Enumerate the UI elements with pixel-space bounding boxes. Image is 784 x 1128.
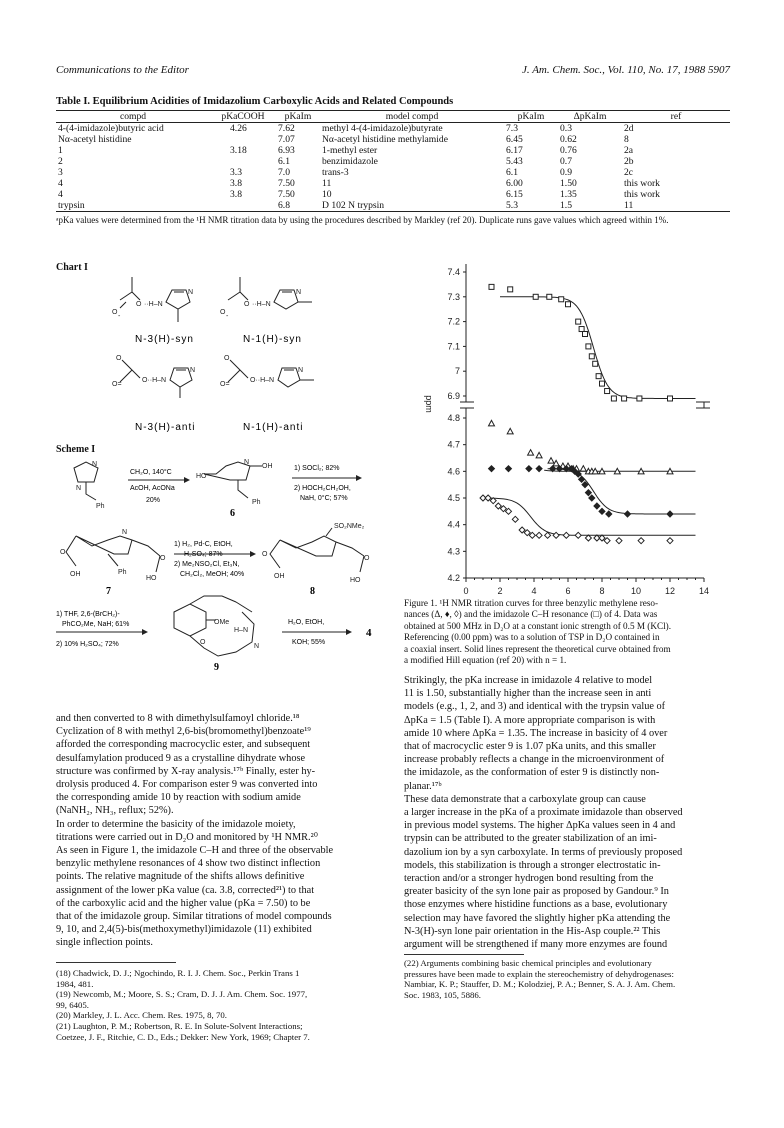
data-point-diamond-filled	[526, 466, 532, 472]
data-point-diamond-open	[585, 535, 591, 541]
left-references	[56, 968, 386, 1042]
text-line: (20) Markley, J. L. Acc. Chem. Res. 1975, 8, 70.	[56, 1010, 227, 1021]
scheme-cond: 1) SOCl₂; 82%	[294, 465, 340, 472]
data-point-diamond-filled	[625, 511, 631, 517]
table-cell	[210, 134, 276, 145]
text-line: Strikingly, the pKa increase in imidazole 4 relative to model	[404, 675, 653, 686]
right-column-text	[404, 674, 732, 951]
table-1	[56, 110, 730, 212]
svg-text:··H–N: ··H–N	[144, 301, 163, 308]
x-tick-label: 6	[565, 586, 571, 596]
table-title: Table I. Equilibrium Acidities of Imidazolium Carboxylic Acids and Related Compounds	[56, 96, 454, 107]
svg-text:N: N	[244, 459, 250, 466]
svg-text:O=: O=	[112, 381, 122, 388]
text-line: (21) Laughton, P. M.; Robertson, R. E. In Solute-Solvent Interactions;	[56, 1020, 303, 1031]
table-cell: 4.26	[230, 123, 247, 134]
svg-text:O: O	[60, 549, 66, 556]
y-tick-label: 6.9	[447, 391, 460, 401]
text-line: dazolium ion by a syn carboxylate. In terms of previously proposed	[404, 846, 683, 858]
svg-text:N: N	[92, 461, 98, 468]
text-line: argument will be strengthened if many more enzymes are found	[404, 939, 668, 951]
col-header: compd	[56, 111, 210, 123]
data-point-square	[600, 381, 605, 386]
col-header: ref	[622, 111, 730, 123]
x-tick-label: 12	[664, 586, 676, 596]
table-cell: 2a	[624, 145, 634, 156]
text-line: models, this stabilization is through a stronger electrostatic in-	[404, 859, 661, 871]
data-point-diamond-filled	[599, 508, 605, 514]
table-cell: 4	[58, 189, 63, 200]
data-point-square	[489, 284, 494, 289]
table-cell: 5.43	[506, 156, 523, 167]
text-line: Nambiar, K. P.; Stauffer, D. M.; Kolodziej, P. A.; Benner, S. A. J. Am. Chem.	[404, 979, 676, 990]
data-point-square	[589, 354, 594, 359]
svg-text:O: O	[200, 639, 206, 646]
text-line: selection may have favored the slightly higher pKa attending the	[404, 912, 671, 924]
right-references	[404, 958, 734, 1000]
scheme-cond: KOH; 55%	[292, 639, 326, 646]
x-tick-label: 14	[698, 586, 710, 596]
text-line: desulfamylation produced 9 as a crystalline dihydrate whose	[56, 752, 306, 764]
y-tick-label: 7.3	[447, 291, 460, 302]
data-point-square	[596, 374, 601, 379]
text-line: Cyclization of 8 with methyl 2,6-bis(bromomethyl)benzoate¹⁹	[56, 726, 311, 738]
y-tick-label: 4.6	[447, 466, 460, 477]
text-line: As seen in Figure 1, the imidazole C–H and three of the observable	[56, 845, 334, 857]
table-body	[56, 123, 730, 212]
text-line: (22) Arguments combining basic chemical principles and evolutionary	[404, 958, 652, 968]
table-cell: 11	[622, 200, 730, 212]
svg-text:N: N	[190, 367, 196, 374]
text-line: structure was confirmed by X-ray analysis.¹⁷ᵇ Finally, ester hy-	[56, 765, 316, 777]
text-line: N-3(H)-syn lone pair orientation in the His-Asp couple.²² This	[404, 925, 661, 937]
table-cell: 6.93	[278, 145, 295, 156]
svg-text:N: N	[122, 529, 128, 536]
scheme-cond: H₂SO₄; 87%	[184, 551, 223, 558]
data-point-square	[622, 396, 627, 401]
table-cell: 3.3	[230, 167, 242, 178]
data-point-square	[668, 396, 673, 401]
compound-number: 6	[230, 508, 235, 519]
data-point-triangle	[507, 428, 513, 434]
table-cell: 6.1	[278, 156, 290, 167]
table-cell: 7.62	[278, 123, 295, 134]
text-line: pressures have been made to explain the stereochemistry of dehydrogenases:	[404, 968, 674, 979]
y-tick-label: 4.3	[447, 546, 460, 557]
svg-text:O: O	[262, 551, 268, 558]
data-point-diamond-open	[667, 538, 673, 544]
data-point-square	[566, 302, 571, 307]
data-point-diamond-open	[575, 532, 581, 538]
data-point-diamond-filled	[536, 466, 542, 472]
text-line: of the carboxylic acid and the higher value (pKa = 7.50) to be	[56, 897, 311, 909]
y-tick-label: 4.8	[447, 413, 460, 423]
table-cell: 5.3	[504, 200, 558, 212]
data-point-square	[547, 294, 552, 299]
text-line: a larger increase in the pKa of a proximate imidazole than observed	[404, 807, 683, 819]
data-point-square	[533, 294, 538, 299]
svg-text:O: O	[136, 301, 142, 308]
data-point-square	[586, 344, 591, 349]
chart-structures	[100, 250, 330, 440]
text-line: benzylic methylene resonances of 4 show two distinct inflection	[56, 858, 321, 870]
table-cell	[210, 200, 276, 212]
text-line: Coetzee, J. F., Ritchie, C. D., Eds.; Dekker: New York, 1969; Chapter 7.	[56, 1031, 310, 1042]
data-point-diamond-open	[512, 516, 518, 522]
scheme-cond: 1) H₂, Pd-C, EtOH,	[174, 541, 233, 548]
scheme-cond: 2) HOCH₂CH₂OH,	[294, 485, 351, 492]
scheme-graphic	[56, 456, 401, 696]
running-header-right: J. Am. Chem. Soc., Vol. 110, No. 17, 1988 5907	[522, 64, 730, 76]
svg-text:··H–N: ··H–N	[252, 301, 271, 308]
x-tick-label: 10	[630, 586, 642, 596]
scheme-cond: PhCO₂Me, NaH; 61%	[62, 621, 130, 628]
scheme-cond: 20%	[146, 497, 161, 504]
table-row	[56, 123, 730, 135]
text-line: These data demonstrate that a carboxylate group can cause	[404, 793, 646, 805]
table-row	[56, 189, 730, 200]
table-cell: 1-methyl ester	[322, 145, 378, 156]
table-cell: 7.3	[506, 123, 518, 134]
table-cell: 3.18	[230, 145, 247, 156]
svg-text:O=: O=	[220, 381, 230, 388]
table-cell: 2b	[624, 156, 634, 167]
table-cell: 6.8	[276, 200, 320, 212]
figure-1-chart	[404, 256, 734, 596]
text-line: 1984, 481.	[56, 978, 94, 989]
text-line: afforded the corresponding macrocyclic ester, and subsequent	[56, 739, 311, 751]
data-point-square	[593, 361, 598, 366]
svg-text:HO: HO	[350, 577, 361, 584]
compound-number: 8	[310, 586, 315, 597]
data-point-diamond-filled	[606, 511, 612, 517]
table-cell: 0.7	[560, 156, 572, 167]
data-point-square	[637, 396, 642, 401]
table-cell: 11	[322, 178, 332, 189]
table-cell: D 102 N trypsin	[320, 200, 504, 212]
axis-break-marks	[460, 402, 710, 408]
text-line: assignment of the lower pKa value (ca. 3.8, corrected²¹) to that	[56, 884, 315, 896]
text-line: a coaxial insert. Solid lines represent the theoretical curve obtained from	[404, 643, 671, 654]
data-point-square	[605, 389, 610, 394]
table-row	[56, 145, 730, 156]
x-tick-label: 2	[497, 586, 503, 596]
text-line: in previous model systems. The higher ΔpKa values seen in 4 and	[404, 820, 676, 832]
table-cell: 10	[322, 189, 332, 200]
svg-text:OH: OH	[274, 573, 285, 580]
running-header-left: Communications to the Editor	[56, 64, 189, 76]
table-cell: Nα-acetyl histidine methylamide	[322, 134, 448, 145]
fit-curve	[548, 469, 696, 514]
scheme-label: Scheme I	[56, 444, 96, 455]
col-header: pKaIm	[504, 111, 558, 123]
table-cell: 2	[58, 156, 63, 167]
svg-text:OH: OH	[70, 571, 81, 578]
svg-text:N: N	[298, 367, 304, 374]
table-cell: 7.50	[278, 189, 295, 200]
data-point-diamond-filled	[594, 503, 600, 509]
text-line: planar.¹⁷ᵇ	[404, 780, 442, 792]
chart-name: N-1(H)-syn	[243, 334, 302, 345]
text-line: Referencing (0.00 ppm) was to a solution of TSP in D₂O contained in	[404, 632, 660, 643]
svg-text:O: O	[224, 355, 230, 362]
text-line: and then converted to 8 with dimethylsulfamoyl chloride.¹⁸	[56, 713, 300, 724]
svg-text:O: O	[116, 355, 122, 362]
table-cell: 6.15	[506, 189, 523, 200]
data-point-diamond-open	[638, 538, 644, 544]
data-point-diamond-open	[616, 538, 622, 544]
scheme-cond: 2) 10% H₂SO₄; 72%	[56, 641, 119, 648]
table-cell: benzimidazole	[322, 156, 378, 167]
scheme-cond: 1) THF, 2,6-(BrCH₂)-	[56, 611, 120, 618]
text-line: nances (Δ, ♦, ◊) and the imidazole C–H resonance (□) of 4. Data was	[404, 609, 658, 620]
chart-name: N-3(H)-syn	[135, 334, 194, 345]
data-point-diamond-filled	[667, 511, 673, 517]
scheme-cond: NaH, 0°C; 57%	[300, 495, 348, 502]
svg-text:SO₂NMe₂: SO₂NMe₂	[334, 523, 365, 530]
y-tick-label: 4.7	[447, 439, 460, 450]
text-line: those enzymes where histidine functions as a base, evolutionary	[404, 899, 668, 911]
table-cell: 6.45	[506, 134, 523, 145]
table-cell	[210, 156, 276, 167]
svg-text:H–N: H–N	[234, 627, 249, 634]
data-point-diamond-filled	[585, 490, 591, 496]
data-point-diamond-filled	[579, 476, 585, 482]
col-header: pKaIm	[276, 111, 320, 123]
table-cell: trans-3	[322, 167, 349, 178]
svg-text:O··H–N: O··H–N	[250, 377, 275, 384]
y-tick-label: 7.1	[447, 341, 460, 352]
table-cell: 0.3	[560, 123, 572, 134]
text-line: that of the imidazole group. Similar titrations of model compounds	[56, 911, 332, 923]
table-cell: 4	[58, 178, 63, 189]
text-line: 99, 6405.	[56, 999, 89, 1010]
data-point-diamond-filled	[589, 495, 595, 501]
y-tick-label: 7.2	[447, 316, 460, 327]
svg-text:N: N	[296, 289, 302, 296]
data-point-square	[559, 297, 564, 302]
table-cell: 7.50	[278, 178, 295, 189]
text-line: models (e.g., 1, 2, and 3) and identical with the trypsin value of	[404, 701, 666, 713]
data-point-triangle	[536, 452, 542, 458]
text-line: single inflection points.	[56, 937, 153, 949]
scheme-cond: AcOH, AcONa	[130, 485, 175, 492]
data-point-square	[611, 396, 616, 401]
compound-number: 4	[366, 627, 372, 639]
left-column-text	[56, 712, 386, 950]
data-point-diamond-filled	[489, 466, 495, 472]
figure-caption	[404, 598, 732, 666]
svg-text:-: -	[118, 313, 121, 320]
col-header: pKaCOOH	[210, 111, 276, 123]
compound-number: 9	[214, 662, 219, 673]
svg-text:Ph: Ph	[118, 569, 127, 576]
svg-text:N: N	[76, 485, 82, 492]
data-point-triangle	[548, 458, 554, 464]
x-tick-label: 4	[531, 586, 537, 596]
table-cell: 1.5	[558, 200, 622, 212]
data-point-diamond-filled	[506, 466, 512, 472]
chart-label: Chart I	[56, 262, 88, 273]
data-point-square	[576, 319, 581, 324]
table-row	[56, 134, 730, 145]
y-axis-label: ppm	[424, 395, 434, 413]
text-line: a modified Hill equation (ref 20) with n = 1.	[404, 655, 567, 666]
text-line: trypsin can be attributed to the greater stabilization of an imi-	[404, 833, 657, 845]
table-cell: this work	[624, 189, 660, 200]
fit-curve	[500, 297, 696, 399]
chart-name: N-3(H)-anti	[135, 422, 196, 433]
text-line: increase probably reflects a change in the microenvironment of	[404, 754, 665, 766]
svg-text:HO: HO	[196, 473, 207, 480]
x-tick-label: 8	[599, 586, 605, 596]
text-line: 9, 10, and 2,4(5)-bis(methoxymethyl)imidazole (11) exhibited	[56, 924, 312, 936]
text-line: that of macrocyclic ester 9 is 1.07 pKa units, and this smaller	[404, 741, 656, 753]
col-header: model compd	[320, 111, 504, 123]
table-cell: 1	[58, 145, 63, 156]
col-header: ΔpKaIm	[558, 111, 622, 123]
svg-text:Ph: Ph	[96, 503, 105, 510]
text-line: Soc. 1983, 105, 5886.	[404, 989, 481, 1000]
table-cell: Nα-acetyl histidine	[58, 134, 132, 145]
table-cell: 0.62	[560, 134, 577, 145]
table-cell: 7.07	[278, 134, 295, 145]
text-line: ΔpKa = 1.5 (Table I). A more appropriate comparison is with	[404, 714, 656, 726]
svg-text:O: O	[160, 555, 166, 562]
text-line: Figure 1. ¹H NMR titration curves for three benzylic methylene reso-	[404, 598, 659, 608]
table-cell: 1.35	[560, 189, 577, 200]
table-footnote: ᵃpKa values were determined from the ¹H NMR titration data by using the procedures described by Markley (ref 20). Duplicate runs gave values which agreed within 1%.	[56, 215, 669, 225]
text-line: points. The relative magnitude of the shifts allows definitive	[56, 871, 305, 883]
text-line: (NaNH₂, NH₃, reflux; 52%).	[56, 805, 174, 817]
data-point-triangle	[528, 450, 534, 456]
text-line: obtained at 500 MHz in D₂O at a constant ionic strength of 0.5 M (KCl).	[404, 620, 672, 631]
text-line: drolysis produced 4. For comparison ester 9 was converted into	[56, 779, 318, 791]
table-cell: 2d	[624, 123, 634, 134]
svg-text:O: O	[112, 309, 118, 316]
text-line: the imidazole, as the conformation of ester 9 is distinctly non-	[404, 767, 660, 779]
svg-text:OMe: OMe	[214, 619, 230, 626]
scheme-cond: CH₂Cl₂, MeOH; 40%	[180, 571, 245, 578]
svg-text:O: O	[220, 309, 226, 316]
svg-text:O··H–N: O··H–N	[142, 377, 167, 384]
y-tick-label: 7	[454, 366, 460, 377]
table-cell: 3.8	[230, 178, 242, 189]
table-cell: 3	[58, 167, 63, 178]
table-cell: 1.50	[560, 178, 577, 189]
table-cell: 4-(4-imidazole)butyric acid	[58, 123, 164, 134]
compound-number: 7	[106, 586, 111, 597]
svg-text:HO: HO	[146, 575, 157, 582]
table-row	[56, 167, 730, 178]
chart-name: N-1(H)-anti	[243, 422, 304, 433]
table-cell: methyl 4-(4-imidazole)butyrate	[322, 123, 443, 134]
text-line: In order to determine the basicity of the imidazole moiety,	[56, 818, 296, 830]
text-line: the corresponding amide 10 by reaction with sodium amide	[56, 792, 301, 804]
y-tick-label: 4.2	[447, 573, 460, 583]
table-cell: 0.76	[560, 145, 577, 156]
text-line: amide 10 where ΔpKa = 1.35. The increase in basicity of 4 over	[404, 727, 668, 739]
table-row	[56, 178, 730, 189]
svg-text:N: N	[188, 289, 194, 296]
text-line: 11 is 1.50, substantially higher than the increase seen in anti	[404, 688, 652, 700]
footnote-rule	[404, 954, 524, 955]
data-point-square	[579, 327, 584, 332]
scheme-cond: H₂O, EtOH,	[288, 619, 325, 626]
svg-text:O: O	[364, 555, 370, 562]
table-cell: 6.17	[506, 145, 523, 156]
table-cell: 6.00	[506, 178, 523, 189]
scheme-cond: 2) Me₂NSO₂Cl, Et₃N,	[174, 561, 240, 568]
data-point-triangle	[580, 466, 586, 472]
data-point-diamond-open	[536, 532, 542, 538]
data-point-diamond-open	[553, 532, 559, 538]
table-cell: trypsin	[56, 200, 210, 212]
scheme-cond: CH₂O, 140°C	[130, 469, 172, 476]
text-line: titrations were carried out in D₂O and monitored by ¹H NMR.²⁰	[56, 831, 318, 843]
data-point-triangle	[489, 420, 495, 426]
table-row	[56, 156, 730, 167]
data-point-square	[508, 287, 513, 292]
svg-text:-: -	[226, 313, 229, 320]
table-cell: 2c	[624, 167, 634, 178]
svg-text:O: O	[244, 301, 250, 308]
y-tick-label: 4.4	[447, 519, 460, 530]
table-cell: 8	[624, 134, 629, 145]
table-cell: 6.1	[506, 167, 518, 178]
svg-text:Ph: Ph	[252, 499, 261, 506]
y-tick-label: 4.5	[447, 493, 460, 503]
text-line: (18) Chadwick, D. J.; Ngochindo, R. I. J. Chem. Soc., Perkin Trans 1	[56, 968, 300, 978]
svg-text:N: N	[254, 643, 260, 650]
footnote-rule	[56, 962, 176, 963]
table-cell: 3.8	[230, 189, 242, 200]
text-line: (19) Newcomb, M.; Moore, S. S.; Cram, D. J. J. Am. Chem. Soc. 1977,	[56, 989, 308, 1000]
data-point-diamond-open	[563, 532, 569, 538]
table-cell: this work	[624, 178, 660, 189]
y-tick-label: 7.4	[447, 267, 460, 277]
table-row	[56, 200, 730, 212]
table-cell: 7.0	[278, 167, 290, 178]
data-point-square	[583, 332, 588, 337]
text-line: greater basicity of the syn lone pair as proposed by Gandour.⁹ In	[404, 886, 669, 898]
x-tick-label: 0	[463, 586, 469, 596]
svg-text:OH: OH	[262, 463, 273, 470]
table-cell: 0.9	[560, 167, 572, 178]
text-line: teraction and/or a stronger hydrogen bond resulting from the	[404, 873, 654, 885]
